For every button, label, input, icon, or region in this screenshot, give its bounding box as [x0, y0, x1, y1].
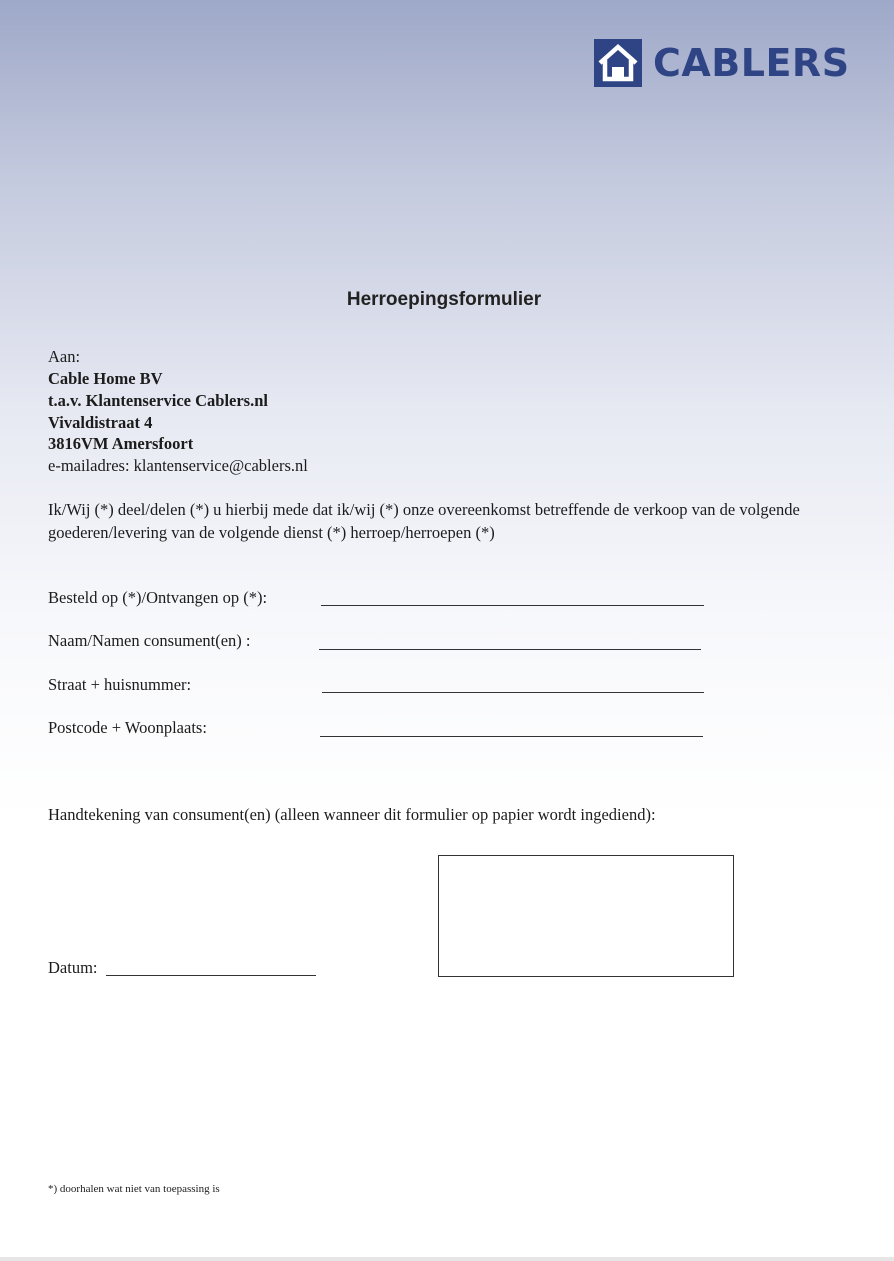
address-attn: t.a.v. Klantenservice Cablers.nl — [48, 391, 268, 410]
field-label-order-date: Besteld op (*)/Ontvangen op (*): — [48, 588, 268, 607]
footnote: *) doorhalen wat niet van toepassing is — [48, 1183, 220, 1195]
field-label-street: Straat + huisnummer: — [48, 675, 192, 694]
field-label-name: Naam/Namen consument(en) : — [48, 631, 251, 650]
field-label-postcode: Postcode + Woonplaats: — [48, 718, 207, 737]
house-icon — [594, 39, 642, 87]
date-line[interactable] — [106, 975, 316, 976]
page-bottom-edge — [0, 1257, 894, 1261]
form-title: Herroepingsformulier — [346, 289, 542, 310]
brand-name: CABLERS — [653, 41, 850, 85]
withdrawal-statement: Ik/Wij (*) deel/delen (*) u hierbij mede dat ik/wij (*) onze overeenkomst betreffende de verkoop van de volgende goederen/levering van de volgende dienst (*) herroep/herroepen (*) — [48, 500, 800, 542]
signature-box[interactable] — [438, 855, 734, 977]
field-line-street[interactable] — [322, 692, 704, 693]
address-street: Vivaldistraat 4 — [48, 413, 153, 432]
field-line-order-date[interactable] — [321, 605, 704, 606]
address-to-label: Aan: — [48, 347, 81, 366]
address-city: 3816VM Amersfoort — [48, 434, 194, 453]
address-email: e-mailadres: klantenservice@cablers.nl — [48, 456, 308, 475]
signature-label: Handtekening van consument(en) (alleen wanneer dit formulier op papier wordt ingediend): — [48, 805, 656, 824]
date-label: Datum: — [48, 958, 98, 977]
field-line-postcode[interactable] — [320, 736, 703, 737]
cablers-logo — [594, 39, 850, 87]
field-line-name[interactable] — [319, 649, 701, 650]
address-company: Cable Home BV — [48, 369, 163, 388]
